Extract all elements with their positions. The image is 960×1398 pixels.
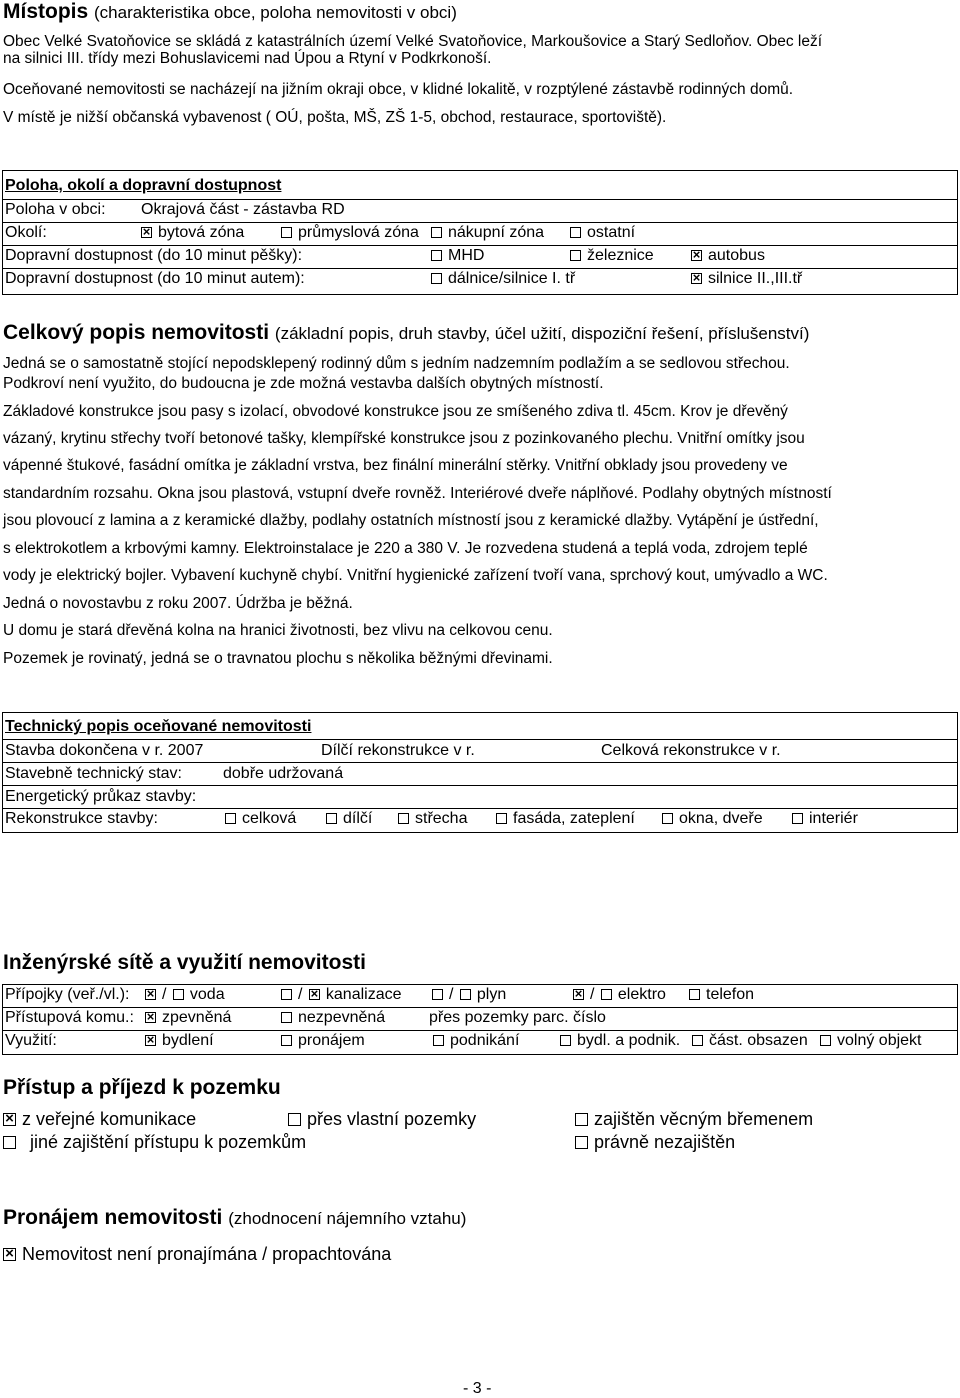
autem-row xyxy=(3,268,957,290)
stav-label: Stavebně technický stav: xyxy=(5,765,182,782)
checkbox-icon[interactable] xyxy=(662,813,673,824)
autem-option[interactable]: dálnice/silnice I. tř xyxy=(431,268,575,290)
paragraph-line: V místě je nižší občanská vybavenost ( OÚ, pošta, MŠ, ZŠ 1-5, obchod, restaurace, sportoviště). xyxy=(3,109,667,126)
vyuziti-option[interactable]: × bydlení xyxy=(145,1030,214,1052)
checkbox-icon[interactable] xyxy=(570,250,581,261)
checkbox-checked-icon[interactable] xyxy=(141,227,152,238)
paragraph-line: Jedná o novostavbu z roku 2007. Údržba je běžná. xyxy=(3,595,353,612)
okoli-option[interactable]: nákupní zóna xyxy=(431,222,544,244)
checkbox-icon[interactable] xyxy=(281,1035,292,1046)
checkbox-icon[interactable] xyxy=(570,227,581,238)
pristup-title: Přístup a příjezd k pozemku xyxy=(3,1076,281,1099)
checkbox-icon[interactable] xyxy=(288,1113,301,1126)
checkbox-icon[interactable] xyxy=(792,813,803,824)
checkbox-icon[interactable] xyxy=(496,813,507,824)
okoli-label: Okolí: xyxy=(5,224,47,241)
paragraph-line: vápenné štukové, fasádní omítka je základní vrstva, bez finální minerální stěrky. Vnitřní obklady jsou provedeny ve xyxy=(3,457,788,474)
elektro-option[interactable]: × / elektro xyxy=(573,984,666,1006)
checkbox-icon[interactable] xyxy=(820,1035,831,1046)
pronajem-option[interactable]: ×Nemovitost není pronajímána / propachtována xyxy=(3,1244,391,1265)
celkovy-title: Celkový popis nemovitosti xyxy=(3,321,270,344)
poloha-row xyxy=(3,199,957,221)
vyuziti-option[interactable]: bydl. a podnik. xyxy=(560,1030,680,1052)
vyuziti-option[interactable]: volný objekt xyxy=(820,1030,922,1052)
rekonstrukce-option[interactable]: okna, dveře xyxy=(662,808,763,830)
pesky-row xyxy=(3,245,957,267)
kanalizace-option[interactable]: / × kanalizace xyxy=(281,984,402,1006)
rekonstrukce-option[interactable]: interiér xyxy=(792,808,858,830)
vyuziti-row xyxy=(3,1030,957,1052)
zpevnena-option[interactable]: × zpevněná xyxy=(145,1007,231,1029)
pristupova-label: Přístupová komu.: xyxy=(5,1009,134,1026)
rekonstrukce-option[interactable]: střecha xyxy=(398,808,467,830)
mistopis-title: Místopis xyxy=(3,0,89,23)
paragraph-line: Podkroví není využito, do budoucna je zde možná vestavba dalších obytných místností. xyxy=(3,375,604,392)
nezpevnena-option[interactable]: nezpevněná xyxy=(281,1007,385,1029)
section-title-celkovy xyxy=(3,321,809,345)
rekonstrukce-row xyxy=(3,808,957,830)
paragraph-line: Jedná se o samostatně stojící nepodsklepený rodinný dům s jedním nadzemním podlažím a se sedlovou střechou. xyxy=(3,355,790,372)
checkbox-checked-icon[interactable] xyxy=(573,989,584,1000)
pristup-option[interactable]: zajištěn věcným břemenem xyxy=(575,1109,813,1130)
paragraph-line: vázaný, krytinu střechy tvoří betonové tašky, klempířské konstrukce jsou z pozinkovaného plechu. Vnitřní omítky jsou xyxy=(3,430,805,447)
pronajem-title: Pronájem nemovitosti xyxy=(3,1206,223,1229)
poloha-header-row xyxy=(3,175,957,197)
paragraph-line: s elektrokotlem a krbovými kamny. Elektroinstalace je 220 a 380 V. Je rozvedena studená a teplá voda, zdrojem teplé xyxy=(3,540,808,557)
section-title-mistopis xyxy=(3,0,457,24)
okoli-option[interactable]: × bytová zóna xyxy=(141,222,244,244)
paragraph-line: Pozemek je rovinatý, jedná se o travnatou plochu s několika běžnými dřevinami. xyxy=(3,650,553,667)
dokoncena-text: Stavba dokončena v r. 2007 xyxy=(5,742,204,759)
dilci-text: Dílčí rekonstrukce v r. xyxy=(321,742,475,759)
voda-option[interactable]: × / voda xyxy=(145,984,225,1006)
checkbox-icon[interactable] xyxy=(326,813,337,824)
checkbox-checked-icon[interactable] xyxy=(3,1113,16,1126)
checkbox-icon[interactable] xyxy=(431,273,442,284)
checkbox-icon[interactable] xyxy=(689,989,700,1000)
rekonstrukce-label: Rekonstrukce stavby: xyxy=(5,810,158,827)
checkbox-icon[interactable] xyxy=(225,813,236,824)
vyuziti-label: Využití: xyxy=(5,1032,57,1049)
vyuziti-option[interactable]: pronájem xyxy=(281,1030,365,1052)
pres-pozemky-text: přes pozemky parc. číslo xyxy=(429,1009,606,1026)
paragraph-line: Obec Velké Svatoňovice se skládá z katastrálních území Velké Svatoňovice, Markoušovice a Starý Sedloňov. Obec leží xyxy=(3,33,823,50)
poloha-value: Okrajová část - zástavba RD xyxy=(141,201,345,218)
pristup-option[interactable]: právně nezajištěn xyxy=(575,1132,735,1153)
checkbox-checked-icon[interactable] xyxy=(145,989,156,1000)
pesky-option[interactable]: železnice xyxy=(570,245,654,267)
checkbox-icon[interactable] xyxy=(575,1136,588,1149)
checkbox-icon[interactable] xyxy=(601,989,612,1000)
checkbox-icon[interactable] xyxy=(431,227,442,238)
checkbox-checked-icon[interactable] xyxy=(145,1012,156,1023)
okoli-row xyxy=(3,222,957,244)
pripojky-label: Přípojky (veř./vl.): xyxy=(5,986,130,1003)
paragraph-line: na silnici III. třídy mezi Bohuslavicemi nad Úpou a Rtyní v Podkrkonoší. xyxy=(3,50,492,67)
poloha-title: Poloha, okolí a dopravní dostupnost xyxy=(5,177,282,194)
checkbox-checked-icon[interactable] xyxy=(3,1248,16,1261)
site-title: Inženýrské sítě a využití nemovitosti xyxy=(3,951,366,974)
checkbox-icon[interactable] xyxy=(281,989,292,1000)
checkbox-icon[interactable] xyxy=(560,1035,571,1046)
stav-value: dobře udržovaná xyxy=(223,765,344,782)
paragraph-line: jsou plovoucí z lamina a z keramické dlažby, podlahy ostatních místností jsou z keramické dlažby. Vytápění je ústřední, xyxy=(3,512,819,529)
checkbox-checked-icon[interactable] xyxy=(691,250,702,261)
paragraph-line: vody je elektrický bojler. Vybavení kuchyně chybí. Vnitřní hygienické zařízení tvoří vana, sprchový kout, umývadlo a WC. xyxy=(3,567,828,584)
rekonstrukce-option[interactable]: fasáda, zateplení xyxy=(496,808,635,830)
pesky-option[interactable]: × autobus xyxy=(691,245,765,267)
checkbox-icon[interactable] xyxy=(432,989,443,1000)
energeticky-label: Energetický průkaz stavby: xyxy=(5,788,197,805)
poloha-label: Poloha v obci: xyxy=(5,201,106,218)
dokoncena-row xyxy=(3,740,957,762)
stav-row xyxy=(3,763,957,785)
paragraph-line: Oceňované nemovitosti se nacházejí na jižním okraji obce, v klidné lokalitě, v rozptýlené zástavbě rodinných domů. xyxy=(3,81,794,98)
paragraph-line: U domu je stará dřevěná kolna na hranici životnosti, bez vlivu na celkovou cenu. xyxy=(3,622,553,639)
paragraph-line: standardním rozsahu. Okna jsou plastová, vstupní dveře rovněž. Interiérové dveře náplňové. Podlahy obytných místností xyxy=(3,485,832,502)
pripojky-row xyxy=(3,984,957,1006)
technicky-title: Technický popis oceňované nemovitosti xyxy=(5,718,312,735)
checkbox-checked-icon[interactable] xyxy=(309,989,320,1000)
paragraph-line: Základové konstrukce jsou pasy s izolací, obvodové konstrukce jsou ze smíšeného zdiva tl. 45cm. Krov je dřevěný xyxy=(3,403,788,420)
pristupova-row xyxy=(3,1007,957,1029)
technicky-header-row xyxy=(3,716,957,738)
checkbox-icon[interactable] xyxy=(281,227,292,238)
rekonstrukce-option[interactable]: dílčí xyxy=(326,808,372,830)
pristup-option[interactable]: ×z veřejné komunikace xyxy=(3,1109,196,1130)
plyn-option[interactable]: / plyn xyxy=(432,984,506,1006)
energeticky-row xyxy=(3,786,957,808)
autem-label: Dopravní dostupnost (do 10 minut autem): xyxy=(5,270,305,287)
checkbox-icon[interactable] xyxy=(460,989,471,1000)
checkbox-icon[interactable] xyxy=(398,813,409,824)
mistopis-subtitle: (charakteristika obce, poloha nemovitosti v obci) xyxy=(94,3,457,22)
vyuziti-option[interactable]: část. obsazen xyxy=(692,1030,808,1052)
checkbox-icon[interactable] xyxy=(431,250,442,261)
checkbox-checked-icon[interactable] xyxy=(145,1035,156,1046)
autem-option[interactable]: × silnice II.,III.tř xyxy=(691,268,802,290)
celkovy-subtitle: (základní popis, druh stavby, účel užití, dispoziční řešení, příslušenství) xyxy=(274,324,810,343)
okoli-option[interactable]: ostatní xyxy=(570,222,635,244)
checkbox-icon[interactable] xyxy=(575,1113,588,1126)
section-title-pronajem xyxy=(3,1206,466,1230)
pristup-option[interactable]: přes vlastní pozemky xyxy=(288,1109,476,1130)
rekonstrukce-option[interactable]: celková xyxy=(225,808,296,830)
page-number: - 3 - xyxy=(463,1380,492,1397)
pesky-option[interactable]: MHD xyxy=(431,245,484,267)
checkbox-icon[interactable] xyxy=(3,1136,16,1149)
pronajem-subtitle: (zhodnocení nájemního vztahu) xyxy=(228,1209,467,1228)
okoli-option[interactable]: průmyslová zóna xyxy=(281,222,419,244)
vyuziti-option[interactable]: podnikání xyxy=(433,1030,519,1052)
pesky-label: Dopravní dostupnost (do 10 minut pěšky): xyxy=(5,247,303,264)
checkbox-icon[interactable] xyxy=(281,1012,292,1023)
checkbox-icon[interactable] xyxy=(692,1035,703,1046)
telefon-option[interactable]: telefon xyxy=(689,984,754,1006)
checkbox-checked-icon[interactable] xyxy=(691,273,702,284)
checkbox-icon[interactable] xyxy=(433,1035,444,1046)
checkbox-icon[interactable] xyxy=(173,989,184,1000)
celkova-text: Celková rekonstrukce v r. xyxy=(601,742,781,759)
pristup-option[interactable]: jiné zajištění přístupu k pozemkům xyxy=(3,1132,306,1153)
